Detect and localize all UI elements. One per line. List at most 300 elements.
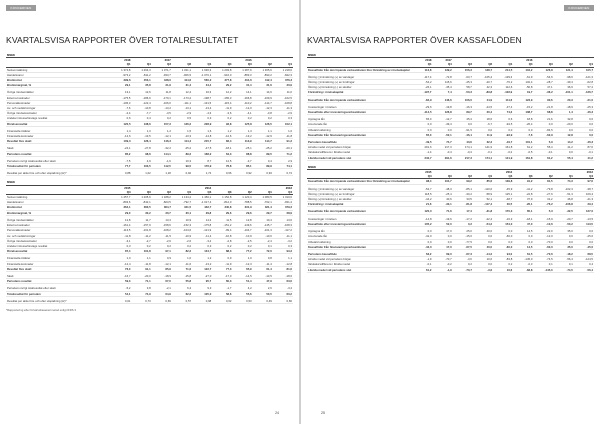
value-cell: 22,0 bbox=[533, 229, 553, 234]
value-cell: 55,4 bbox=[533, 145, 553, 150]
value-cell: -3,2 bbox=[273, 238, 293, 243]
value-cell: -0,4 bbox=[433, 150, 453, 155]
value-cell: -13,2 bbox=[152, 106, 172, 111]
row-label: Rörelseresultat bbox=[6, 121, 111, 126]
table-row bbox=[307, 75, 594, 80]
row-label: Av- och nedskrivningar bbox=[6, 106, 111, 111]
value-cell: -27,0 bbox=[192, 274, 212, 279]
value-cell: 0,2 bbox=[212, 116, 232, 121]
value-cell: 1 120,4 bbox=[232, 195, 252, 200]
value-cell: -108,2 bbox=[152, 228, 172, 233]
value-cell: -21,8 bbox=[533, 105, 553, 110]
value-cell: -3,1 bbox=[111, 238, 131, 243]
value-cell: 14,5 bbox=[513, 229, 533, 234]
value-cell: -0,1 bbox=[533, 150, 553, 155]
value-cell: -12,6 bbox=[111, 134, 131, 139]
value-cell: 12,4 bbox=[172, 90, 192, 95]
value-cell: -17,2 bbox=[453, 217, 473, 222]
value-cell: 65,9 bbox=[232, 266, 252, 271]
row-label: Övriga rörelsekostnader bbox=[6, 238, 111, 243]
value-cell: 6,4 bbox=[172, 286, 192, 291]
row-label: Resultat före skatt bbox=[6, 139, 111, 144]
value-cell: -62,9 bbox=[533, 132, 553, 137]
value-cell: -52,7 bbox=[412, 187, 432, 192]
value-cell: 121,4 bbox=[554, 67, 574, 72]
row-label: Valutakursdifferens i likvida medel bbox=[307, 262, 412, 267]
value-cell: -94,5 bbox=[493, 122, 513, 127]
value-cell: 29,8 bbox=[192, 210, 212, 215]
row-label: Finansiella intäkter bbox=[6, 256, 111, 261]
value-cell: 10,6 bbox=[493, 267, 513, 272]
value-cell: 1,0 bbox=[273, 129, 293, 134]
row-label: Periodens resultat bbox=[6, 151, 111, 156]
value-cell: -63,7 bbox=[453, 75, 473, 80]
value-cell: 91,1 bbox=[132, 266, 152, 271]
value-cell: -121,3 bbox=[574, 75, 594, 80]
value-cell: 76,8 bbox=[212, 164, 232, 169]
value-cell: 102,1 bbox=[273, 121, 293, 126]
value-cell: -18,9 bbox=[554, 105, 574, 110]
value-cell: 217,3 bbox=[453, 155, 473, 160]
value-cell: -1,9 bbox=[412, 257, 432, 262]
value-cell: 1,02 bbox=[132, 171, 152, 176]
value-cell: -197,7 bbox=[412, 90, 432, 95]
value-cell: 17,0 bbox=[433, 229, 453, 234]
value-cell: -2,4 bbox=[111, 111, 131, 116]
value-cell: 0,2 bbox=[453, 262, 473, 267]
value-cell: 97,1 bbox=[152, 249, 172, 254]
value-cell: 1,5 bbox=[172, 129, 192, 134]
value-cell: 1 188,2 bbox=[152, 195, 172, 200]
value-cell: 0,2 bbox=[253, 116, 273, 121]
value-cell: 0,66 bbox=[273, 299, 293, 304]
value-cell: 4,9 bbox=[132, 159, 152, 164]
row-label: Ökning (-)/minskning (+) av fordringar bbox=[307, 80, 412, 85]
value-cell: -2,9 bbox=[273, 111, 293, 116]
value-cell: 141,9 bbox=[493, 155, 513, 160]
value-cell: -6,7 bbox=[473, 122, 493, 127]
value-cell: -15,0 bbox=[453, 234, 473, 239]
value-cell: 112,8 bbox=[412, 67, 432, 72]
value-cell: 1 310,6 bbox=[273, 195, 293, 200]
quarter-header: Q1 bbox=[253, 190, 273, 195]
value-cell: -50,3 bbox=[453, 90, 473, 95]
value-cell: 321,4 bbox=[253, 205, 273, 210]
value-cell: -35,4 bbox=[433, 85, 453, 90]
value-cell: 63,6 bbox=[273, 279, 293, 284]
quarter-header: Q2 bbox=[453, 174, 473, 179]
value-cell: 90,6 bbox=[533, 98, 553, 103]
value-cell: -46,3 bbox=[574, 140, 594, 145]
value-cell: -48,7 bbox=[493, 197, 513, 202]
value-cell: 29,0 bbox=[111, 210, 131, 215]
quarter-header: Q3 bbox=[513, 174, 533, 179]
value-cell: 0,0 bbox=[433, 234, 453, 239]
value-cell: 1,3 bbox=[232, 129, 252, 134]
value-cell: -15,8 bbox=[172, 274, 192, 279]
value-cell: -22,8 bbox=[513, 191, 533, 196]
value-cell: 0,0 bbox=[554, 127, 574, 132]
income-tables bbox=[6, 53, 293, 312]
quarter-header: Q4 bbox=[273, 190, 293, 195]
value-cell: 106,0 bbox=[453, 98, 473, 103]
value-cell: -1,9 bbox=[433, 267, 453, 272]
value-cell: -54,6 bbox=[533, 75, 553, 80]
value-cell: 1,1 bbox=[132, 256, 152, 261]
row-label: Övriga rörelseintäkter bbox=[6, 90, 111, 95]
quarter-header: Q4 bbox=[493, 174, 513, 179]
value-cell: -13,5 bbox=[253, 274, 273, 279]
value-cell: 112,5 bbox=[152, 164, 172, 169]
value-cell: 0,0 bbox=[412, 122, 432, 127]
quarter-header: Q4 bbox=[212, 62, 232, 67]
value-cell: 19,7 bbox=[513, 90, 533, 95]
value-cell: 0,0 bbox=[513, 239, 533, 244]
value-cell: 126,2 bbox=[172, 121, 192, 126]
value-cell: 12,8 bbox=[111, 218, 131, 223]
value-cell: -157,9 bbox=[132, 223, 152, 228]
value-cell: -158,6 bbox=[152, 223, 172, 228]
value-cell: 64,3 bbox=[212, 151, 232, 156]
value-cell: -762,1 bbox=[253, 200, 273, 205]
value-cell: 215,7 bbox=[192, 139, 212, 144]
value-cell: -81,8 bbox=[453, 202, 473, 207]
value-cell: 126,8 bbox=[533, 67, 553, 72]
value-cell: -37,4 bbox=[493, 105, 513, 110]
value-cell: 379,2 bbox=[273, 205, 293, 210]
value-cell: -3,6 bbox=[473, 267, 493, 272]
value-cell: 0,0 bbox=[433, 239, 453, 244]
value-cell: -46,3 bbox=[574, 110, 594, 115]
value-cell: -24,1 bbox=[111, 146, 131, 151]
value-cell: -2,4 bbox=[253, 238, 273, 243]
value-cell: 0,0 bbox=[412, 229, 432, 234]
value-cell: 217,3 bbox=[433, 145, 453, 150]
value-cell: -67,5 bbox=[453, 244, 473, 249]
value-cell: 0,0 bbox=[412, 127, 432, 132]
value-cell: 87,6 bbox=[574, 145, 594, 150]
value-cell: 43,6 bbox=[453, 140, 473, 145]
value-cell: -36,2 bbox=[533, 90, 553, 95]
value-cell: 0,74 bbox=[273, 171, 293, 176]
value-cell: 89,7 bbox=[453, 110, 473, 115]
value-cell: 0,2 bbox=[493, 262, 513, 267]
value-cell: 18,8 bbox=[513, 117, 533, 122]
value-cell: 10,3 bbox=[172, 159, 192, 164]
value-cell: 1,6 bbox=[192, 129, 212, 134]
value-cell: 11,8 bbox=[152, 90, 172, 95]
value-cell: -0,1 bbox=[473, 150, 493, 155]
row-label: Investeringar i rörelsen bbox=[307, 105, 412, 110]
value-cell: -2,9 bbox=[172, 111, 192, 116]
table-row bbox=[307, 67, 594, 72]
value-cell: -117,4 bbox=[473, 202, 493, 207]
table-row bbox=[307, 257, 594, 262]
value-cell: 89,9 bbox=[253, 164, 273, 169]
value-cell: -74,5 bbox=[554, 267, 574, 272]
value-cell: -2,1 bbox=[152, 286, 172, 291]
value-cell: 20,3 bbox=[554, 98, 574, 103]
value-cell: 13,4 bbox=[152, 218, 172, 223]
value-cell: -12,9 bbox=[253, 134, 273, 139]
row-label: Periodens kassaflöde bbox=[307, 252, 412, 257]
value-cell: 40,6 bbox=[433, 197, 453, 202]
value-cell: 138,6 bbox=[132, 121, 152, 126]
value-cell: -110,2 bbox=[232, 100, 252, 105]
value-cell: -13,5 bbox=[132, 134, 152, 139]
value-cell: -15,9 bbox=[533, 217, 553, 222]
value-cell: -38,7 bbox=[574, 187, 594, 192]
quarter-header: Q1 bbox=[412, 62, 432, 67]
value-cell: -175,8 bbox=[192, 223, 212, 228]
value-cell: 89,5 bbox=[253, 151, 273, 156]
value-cell: -13,2 bbox=[232, 134, 252, 139]
value-cell: 10,6 bbox=[473, 257, 493, 262]
value-cell: -32,2 bbox=[152, 146, 172, 151]
value-cell: -46,1 bbox=[453, 132, 473, 137]
value-cell: 87,4 bbox=[111, 249, 131, 254]
value-cell: 0,3 bbox=[192, 243, 212, 248]
value-cell: 60,2 bbox=[273, 291, 293, 296]
value-cell: 0,0 bbox=[574, 132, 594, 137]
value-cell: -145,7 bbox=[253, 223, 273, 228]
value-cell: 0,92 bbox=[232, 171, 252, 176]
value-cell: -20,0 bbox=[554, 122, 574, 127]
row-label: Resultat per aktie före och efter utspädning (kr)* bbox=[6, 299, 111, 304]
quarter-header: Q3 bbox=[533, 62, 553, 67]
value-cell: -145,0 bbox=[513, 257, 533, 262]
value-cell: -145,0 bbox=[533, 267, 553, 272]
value-cell: -2,5 bbox=[232, 238, 252, 243]
value-cell: 0,4 bbox=[574, 262, 594, 267]
value-cell: -110,6 bbox=[473, 187, 493, 192]
quarter-header: Q2 bbox=[554, 62, 574, 67]
value-cell: 68,5 bbox=[574, 252, 594, 257]
value-cell: 108,7 bbox=[513, 110, 533, 115]
value-cell: 0,0 bbox=[513, 127, 533, 132]
value-cell: -149,6 bbox=[232, 223, 252, 228]
value-cell: -104,7 bbox=[232, 228, 252, 233]
value-cell: 376,3 bbox=[273, 78, 293, 83]
value-cell: -60,0 bbox=[533, 244, 553, 249]
value-cell: 31,4 bbox=[172, 83, 192, 88]
value-cell: -166,8 bbox=[232, 95, 252, 100]
value-cell: 61,2 bbox=[513, 145, 533, 150]
row-label: Totalresultat för perioden bbox=[6, 291, 111, 296]
value-cell: 105,7 bbox=[574, 67, 594, 72]
row-label: Bruttovinst bbox=[6, 205, 111, 210]
table-row bbox=[307, 132, 594, 137]
value-cell: 114,1 bbox=[152, 151, 172, 156]
value-cell: 5,3 bbox=[533, 209, 553, 214]
value-cell: 29,6 bbox=[232, 210, 252, 215]
value-cell: -170,1 bbox=[152, 95, 172, 100]
year-header: 2016 bbox=[513, 58, 533, 63]
value-cell: 101,1 bbox=[513, 140, 533, 145]
value-cell: -139,3 bbox=[493, 75, 513, 80]
row-label: Utbetald utdelning bbox=[307, 127, 412, 132]
value-cell: 82,2 bbox=[172, 249, 192, 254]
value-cell: -62,8 bbox=[574, 80, 594, 85]
value-cell: 74,1 bbox=[273, 164, 293, 169]
value-cell: -26,1 bbox=[513, 202, 533, 207]
quarter-header: Q2 bbox=[172, 62, 192, 67]
row-label: Periodens övrigt totalresultat efter skatt bbox=[6, 286, 111, 291]
value-cell: 291,6 bbox=[412, 145, 432, 150]
value-cell: 64,9 bbox=[152, 291, 172, 296]
value-cell: 0,5 bbox=[172, 116, 192, 121]
table-row bbox=[307, 209, 594, 214]
row-label: Bruttomarginal, % bbox=[6, 83, 111, 88]
row-label: Skatt bbox=[6, 146, 111, 151]
value-cell: 0,66 bbox=[212, 171, 232, 176]
value-cell: -84,5 bbox=[533, 127, 553, 132]
value-cell: -11,6 bbox=[172, 261, 192, 266]
value-cell: 364,7 bbox=[152, 205, 172, 210]
value-cell: -3,7 bbox=[232, 159, 252, 164]
value-cell: 99,2 bbox=[453, 179, 473, 184]
value-cell: 2,6 bbox=[253, 286, 273, 291]
value-cell: 1,74 bbox=[192, 171, 212, 176]
value-cell: 61,2 bbox=[533, 155, 553, 160]
value-cell: -11,4 bbox=[253, 261, 273, 266]
value-cell: 176,9 bbox=[192, 164, 212, 169]
table-row bbox=[6, 286, 293, 291]
value-cell: -10,9 bbox=[172, 233, 192, 238]
value-cell: -11,3 bbox=[273, 106, 293, 111]
value-cell: -842,3 bbox=[273, 72, 293, 77]
value-cell: 54,1 bbox=[111, 291, 131, 296]
value-cell: -14,8 bbox=[192, 134, 212, 139]
value-cell: -41,2 bbox=[513, 187, 533, 192]
value-cell: -28,7 bbox=[533, 80, 553, 85]
value-cell: 98,6 bbox=[132, 151, 152, 156]
value-cell: 71,1 bbox=[132, 279, 152, 284]
value-cell: 122,7 bbox=[192, 266, 212, 271]
table-row bbox=[307, 191, 594, 196]
value-cell: -101,1 bbox=[554, 90, 574, 95]
value-cell: 93,3 bbox=[273, 249, 293, 254]
value-cell: 14,2 bbox=[192, 218, 212, 223]
row-label: Nettoomsättning bbox=[6, 67, 111, 72]
value-cell: 105,2 bbox=[412, 221, 432, 226]
value-cell: 58,6 bbox=[212, 291, 232, 296]
quarter-header: Q3 bbox=[453, 62, 473, 67]
year-header: 2015 bbox=[111, 185, 131, 190]
value-cell: 32,8 bbox=[554, 117, 574, 122]
quarter-header: Q3 bbox=[152, 62, 172, 67]
value-cell: -19,6 bbox=[433, 217, 453, 222]
row-label: Likvida medel vid periodens början bbox=[307, 145, 412, 150]
value-cell: 72,0 bbox=[253, 249, 273, 254]
value-cell: -24,5 bbox=[473, 105, 493, 110]
value-cell: 0,2 bbox=[172, 243, 192, 248]
value-cell: 47,1 bbox=[533, 85, 553, 90]
value-cell: -7,7 bbox=[132, 111, 152, 116]
value-cell: -0,1 bbox=[412, 262, 432, 267]
value-cell: 0,0 bbox=[533, 122, 553, 127]
page-title: KVARTALSVISA RAPPORTER ÖVER TOTALRESULTATET bbox=[6, 35, 239, 45]
value-cell: -45,9 bbox=[493, 187, 513, 192]
value-cell: -20,7 bbox=[473, 80, 493, 85]
value-cell: 0,3 bbox=[273, 243, 293, 248]
value-cell: -18,9 bbox=[152, 274, 172, 279]
value-cell: -114,5 bbox=[412, 110, 432, 115]
value-cell: 12,5 bbox=[212, 159, 232, 164]
row-label: Totalresultat för perioden bbox=[6, 164, 111, 169]
value-cell: 1 152,8 bbox=[212, 195, 232, 200]
value-cell: -4,3 bbox=[192, 111, 212, 116]
value-cell: -10,8 bbox=[132, 106, 152, 111]
year-header: 2014 bbox=[192, 185, 212, 190]
table-row bbox=[307, 179, 594, 184]
value-cell: 146,3 bbox=[152, 139, 172, 144]
value-cell: 103,5 bbox=[132, 164, 152, 169]
row-label: Amorterade lån bbox=[307, 122, 412, 127]
value-cell: 0,0 bbox=[574, 229, 594, 234]
value-cell: 77,2 bbox=[232, 249, 252, 254]
value-cell: -169,9 bbox=[253, 95, 273, 100]
value-cell: -41,3 bbox=[574, 197, 594, 202]
value-cell: 0,3 bbox=[192, 116, 212, 121]
value-cell: 33,5 bbox=[453, 197, 473, 202]
row-label: Kassaflöde från den löpande verksamheten före förändring av rörelsekapital bbox=[307, 67, 412, 72]
value-cell: 132,4 bbox=[513, 80, 533, 85]
value-cell: 69,0 bbox=[433, 252, 453, 257]
value-cell: -165,3 bbox=[212, 95, 232, 100]
value-cell: 99,5 bbox=[172, 164, 192, 169]
row-label: Andelar intresseföretags resultat bbox=[6, 116, 111, 121]
value-cell: -70,7 bbox=[433, 257, 453, 262]
quarter-header: Q3 bbox=[212, 190, 232, 195]
value-cell: -115,4 bbox=[212, 100, 232, 105]
value-cell: 127,0 bbox=[574, 209, 594, 214]
value-cell: 81,6 bbox=[273, 266, 293, 271]
table-row bbox=[6, 299, 293, 304]
value-cell: 61,5 bbox=[513, 252, 533, 257]
value-cell: 11,7 bbox=[132, 218, 152, 223]
value-cell: -15,2 bbox=[513, 105, 533, 110]
quarter-header: Q4 bbox=[574, 174, 594, 179]
value-cell: 30,5 bbox=[493, 202, 513, 207]
value-cell: 18,6 bbox=[473, 117, 493, 122]
value-cell: 125,1 bbox=[493, 191, 513, 196]
value-cell: 1 257,7 bbox=[111, 195, 131, 200]
value-cell: -124,5 bbox=[574, 257, 594, 262]
value-cell: -67,3 bbox=[453, 252, 473, 257]
value-cell: 25,0 bbox=[453, 229, 473, 234]
value-cell: -19,7 bbox=[493, 140, 513, 145]
value-cell: 71,6 bbox=[433, 209, 453, 214]
value-cell: 105,0 bbox=[192, 291, 212, 296]
value-cell: -1 017,4 bbox=[192, 200, 212, 205]
page-number: 24 bbox=[275, 411, 279, 415]
value-cell: -1,7 bbox=[212, 286, 232, 291]
table-row bbox=[307, 221, 594, 226]
value-cell: 82,4 bbox=[212, 139, 232, 144]
value-cell: 12,8 bbox=[232, 218, 252, 223]
value-cell: 0,0 bbox=[554, 150, 574, 155]
quarter-header: Q1 bbox=[172, 190, 192, 195]
value-cell: -84,9 bbox=[412, 98, 432, 103]
value-cell: 0,9 bbox=[212, 256, 232, 261]
year-header: 2013 bbox=[574, 170, 594, 175]
row-label: Kassaflöde från finansieringsverksamheten bbox=[307, 132, 412, 137]
row-label: Resultat per aktie före och efter utspädning (kr)* bbox=[6, 171, 111, 176]
value-cell: -60,0 bbox=[493, 234, 513, 239]
value-cell: 8,7 bbox=[192, 159, 212, 164]
value-cell: -126,7 bbox=[574, 90, 594, 95]
